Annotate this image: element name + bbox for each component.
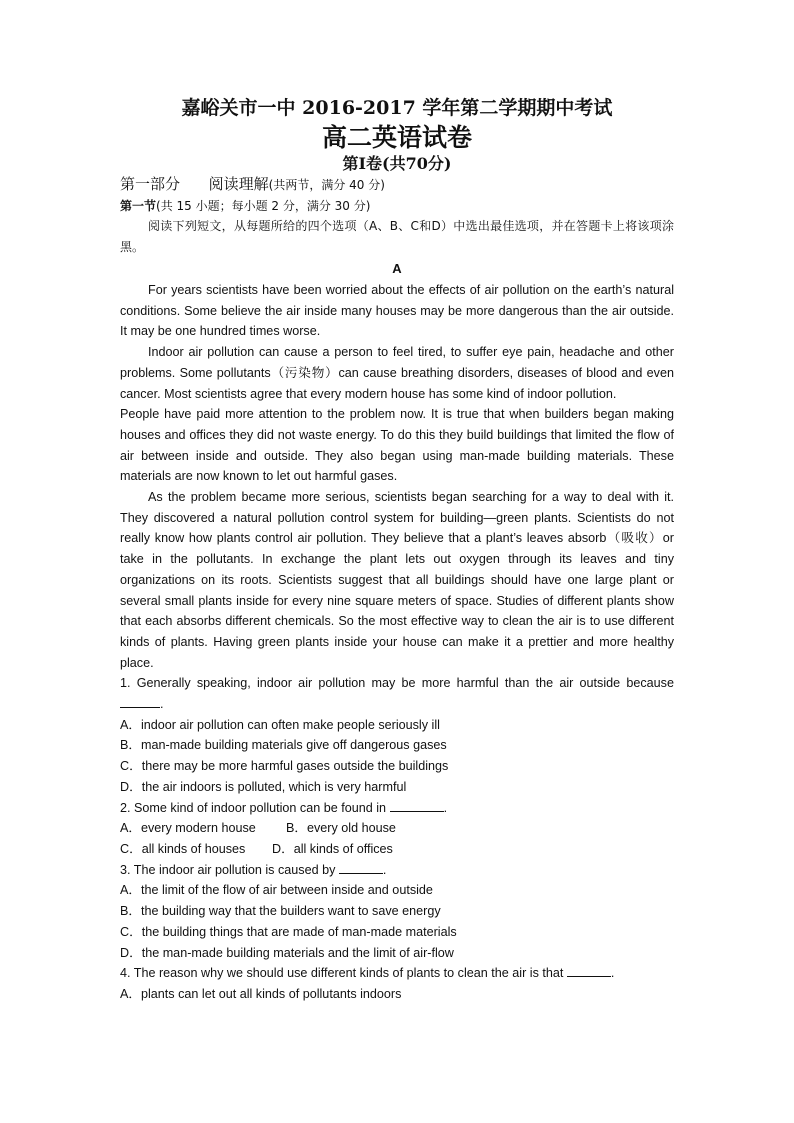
option-c: C．there may be more harmful gases outside the buildings (120, 759, 449, 774)
passage-paragraph: People have paid more attention to the problem now. It is true that when builders began making houses and offices they did not waste energy. To do this they build buildings that limited the flow of air between inside and outside. They also began using man-made building materials. These materials are now known to let out harmful gases. (120, 407, 674, 484)
part-title: 阅读理解 (208, 175, 269, 193)
answer-blank (339, 861, 383, 874)
option-a: A．the limit of the flow of air between inside and outside (120, 883, 433, 898)
passage-paragraph: For years scientists have been worried about the effects of air pollution on the earth’s natural conditions. Some believe the air inside many houses may be more dangerous than the air outside. It may be one hundred times worse. (120, 283, 674, 339)
question-3 (120, 860, 674, 964)
question-1 (120, 673, 674, 797)
exam-page (120, 96, 674, 1005)
option-row (120, 818, 674, 839)
volume-heading: 第Ⅰ卷(共70分) (342, 154, 452, 173)
part-heading (120, 174, 674, 196)
exam-title: 嘉峪关市一中 2016-2017 学年第二学期期中考试 (181, 97, 613, 119)
option-d: D．the air indoors is polluted, which is very harmful (120, 779, 407, 794)
exam-subtitle: 高二英语试卷 (321, 123, 472, 152)
option-a: A．every modern house (120, 821, 256, 836)
option-c: C．the building things that are made of man-made materials (120, 924, 457, 939)
answer-blank (120, 695, 160, 708)
question-2 (120, 798, 674, 860)
question-4 (120, 963, 674, 1004)
option-row (120, 839, 674, 860)
option-b: B．every old house (286, 821, 396, 836)
answer-blank (567, 964, 611, 977)
option-a: A．indoor air pollution can often make people seriously ill (120, 717, 440, 732)
option-d: D．all kinds of offices (272, 841, 393, 856)
section-instructions: 阅读下列短文，从每题所给的四个选项（A、B、C和D）中选出最佳选项，并在答题卡上将该项涂黑。 (120, 219, 674, 254)
option-b: B．the building way that the builders want to save energy (120, 904, 441, 919)
section-name: 第一节 (120, 199, 157, 213)
question-stem: 1. Generally speaking, indoor air pollution may be more harmful than the air outside because . (120, 676, 674, 712)
passage-paragraph: As the problem became more serious, scientists began searching for a way to deal with it. They discovered a natural pollution control system for building—green plants. Scientists do not really know how plants control air pollution. They believe that a plant’s leaves absorb（吸收）or take in the pollutants. In exchange the plant lets out oxygen through its leaves and tiny organizations on its roots. Scientists suggest that all buildings should have one large plant or several small plants inside for every nine square meters of space. Studies of different plants show that each absorbs different chemicals. So the most effective way to clean the air is to use different kinds of plants. Having green plants inside your house can make it a prettier and more healthy place. (120, 490, 674, 670)
option-b: B．man-made building materials give off dangerous gases (120, 738, 447, 753)
section-note: (共 15 小题；每小题 2 分，满分 30 分) (156, 199, 371, 213)
option-c: C．all kinds of houses (120, 841, 246, 856)
option-d: D．the man-made building materials and the limit of air-flow (120, 945, 454, 960)
section-heading (120, 196, 674, 216)
question-stem: 4. The reason why we should use different kinds of plants to clean the air is that . (120, 966, 615, 981)
question-stem: 3. The indoor air pollution is caused by . (120, 862, 387, 877)
answer-blank (390, 799, 444, 812)
part-name: 第一部分 (120, 175, 181, 193)
passage-paragraph: Indoor air pollution can cause a person to feel tired, to suffer eye pain, headache and other problems. Some pollutants（污染物）can cause breathing disorders, diseases of blood and even cancer. Most scientists agree that every modern house has some kind of indoor pollution. (120, 345, 674, 401)
question-stem: 2. Some kind of indoor pollution can be found in . (120, 800, 448, 815)
passage-label: A (392, 261, 402, 276)
part-note: (共两节，满分 40 分) (268, 178, 385, 192)
option-a: A．plants can let out all kinds of pollutants indoors (120, 986, 402, 1001)
